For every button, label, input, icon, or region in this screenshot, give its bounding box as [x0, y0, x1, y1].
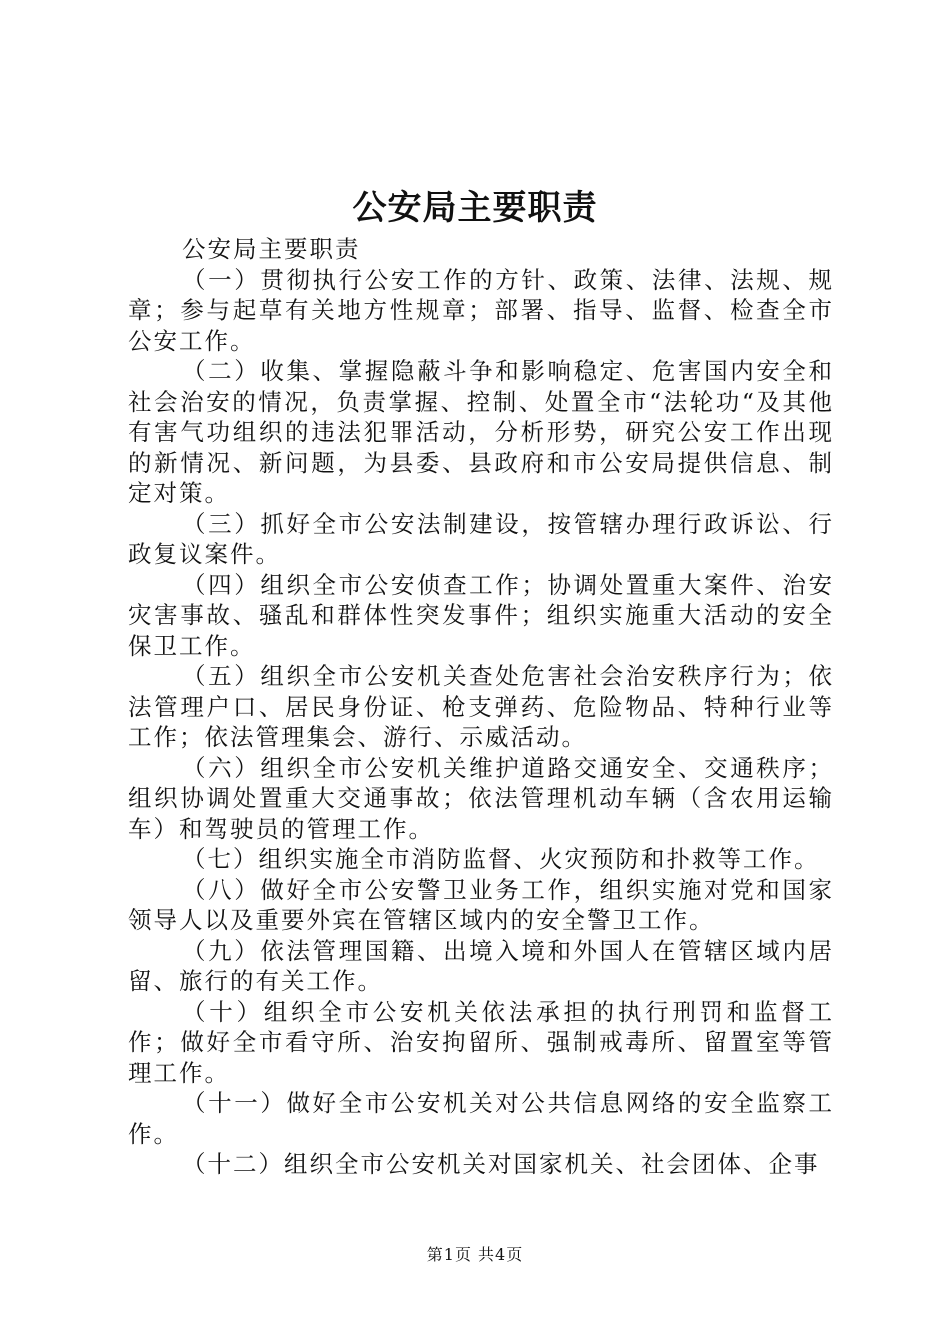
page-title: 公安局主要职责 — [352, 188, 598, 228]
paragraph-3: （三）抓好全市公安法制建设，按管辖办理行政诉讼、行政复议案件。 — [128, 509, 834, 568]
paragraph-11: （十一）做好全市公安机关对公共信息网络的安全监察工作。 — [128, 1089, 834, 1148]
paragraph-8: （八）做好全市公安警卫业务工作，组织实施对党和国家领导人以及重要外宾在管辖区域内的安全警卫工作。 — [128, 875, 834, 934]
paragraph-7: （七）组织实施全市消防监督、火灾预防和扑救等工作。 — [182, 845, 820, 873]
paragraph-4: （四）组织全市公安侦查工作；协调处置重大案件、治安灾害事故、骚乱和群体性突发事件；组织实施重大活动的安全保卫工作。 — [128, 570, 834, 660]
paragraph-5: （五）组织全市公安机关查处危害社会治安秩序行为；依法管理户口、居民身份证、枪支弹药、危险物品、特种行业等工作；依法管理集会、游行、示威活动。 — [128, 662, 834, 751]
document-subtitle: 公安局主要职责 — [182, 235, 361, 263]
paragraph-6: （六）组织全市公安机关维护道路交通安全、交通秩序；组织协调处置重大交通事故；依法管理机动车辆（含农用运输车）和驾驶员的管理工作。 — [128, 753, 834, 843]
document-body — [128, 234, 834, 1180]
paragraph-2: （二）收集、掌握隐蔽斗争和影响稳定、危害国内安全和社会治安的情况，负责掌握、控制、处置全市“法轮功“及其他有害气功组织的违法犯罪活动，分析形势，研究公安工作出现的新情况、新问题，为县委、县政府和市公安局提供信息、制定对策。 — [128, 357, 834, 507]
paragraph-12: （十二）组织全市公安机关对国家机关、社会团体、企事 — [182, 1150, 820, 1178]
paragraph-1: （一）贯彻执行公安工作的方针、政策、法律、法规、规章；参与起草有关地方性规章；部署、指导、监督、检查全市公安工作。 — [128, 265, 834, 355]
page-footer: 第1页 共4页 — [426, 1245, 524, 1264]
paragraph-10: （十）组织全市公安机关依法承担的执行刑罚和监督工作；做好全市看守所、治安拘留所、强制戒毒所、留置室等管理工作。 — [128, 997, 834, 1087]
paragraph-9: （九）依法管理国籍、出境入境和外国人在管辖区域内居留、旅行的有关工作。 — [128, 936, 834, 995]
